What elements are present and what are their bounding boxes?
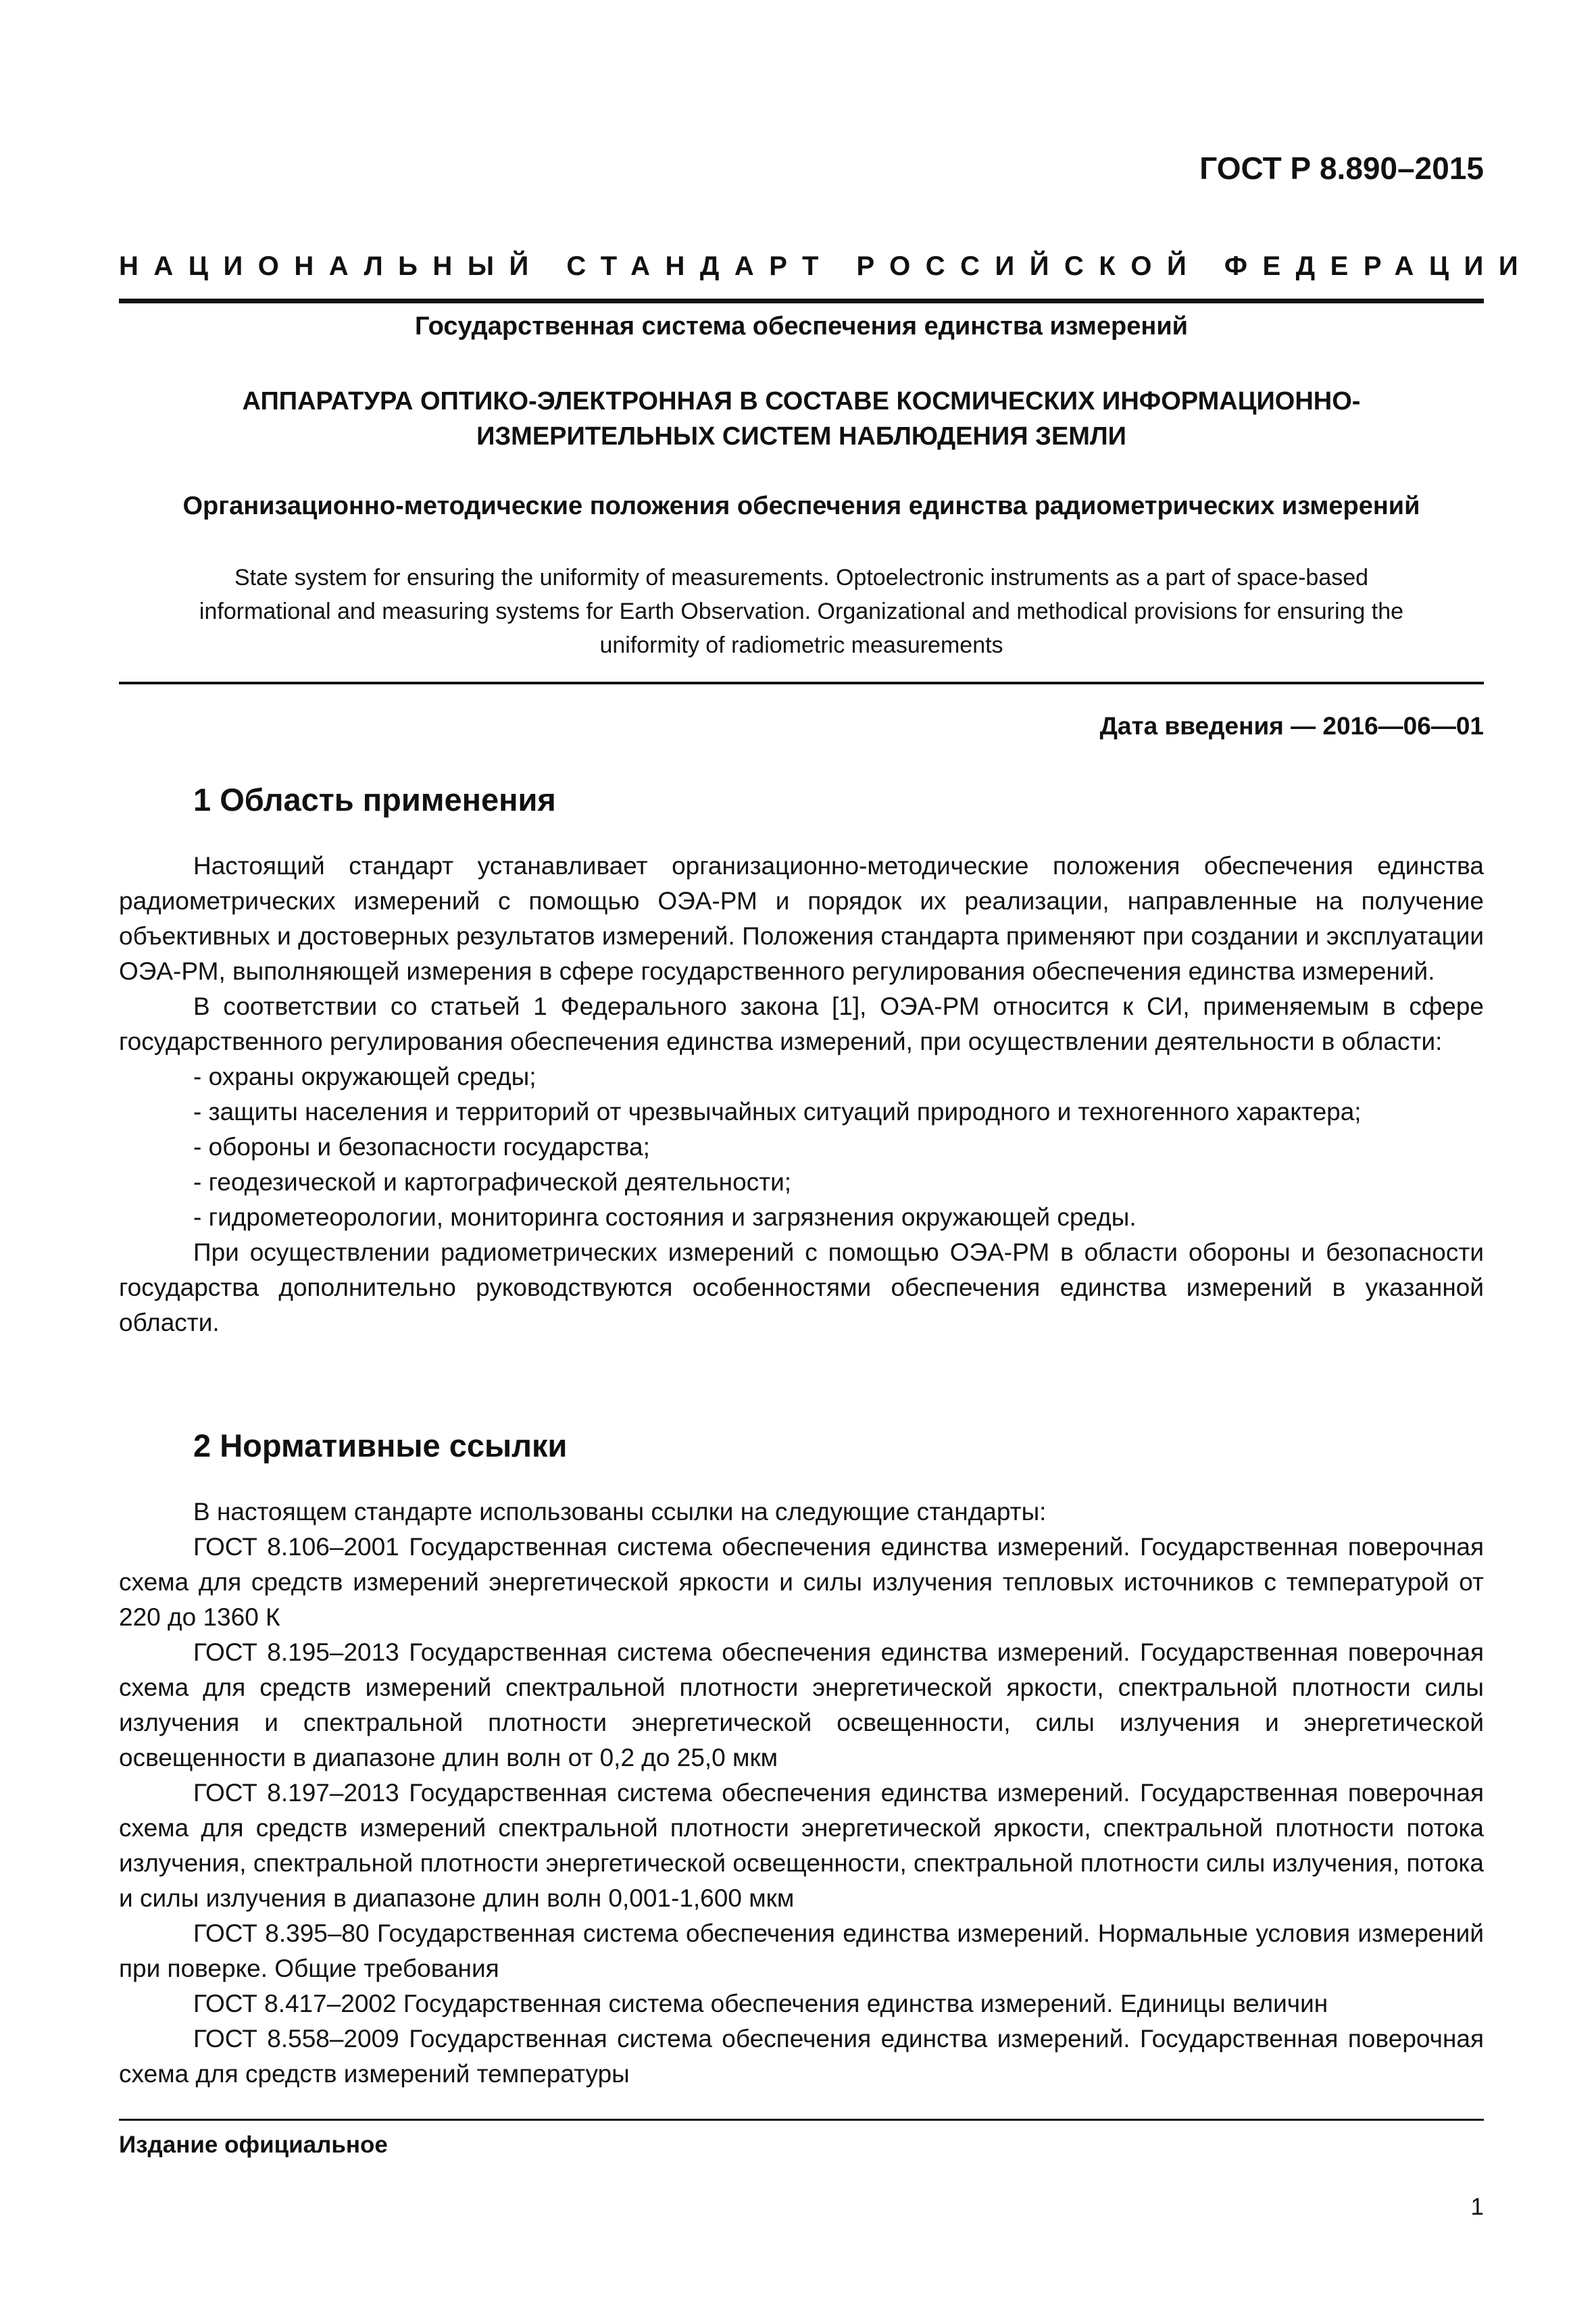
edition-note: Издание официальное (119, 2132, 388, 2158)
reference-item: ГОСТ 8.106–2001 Государственная система обеспечения единства измерений. Государственная поверочная схема для средств измерений энергетической яркости и силы излучения тепловых источников с температурой от 220 до 1360 К (119, 1533, 1484, 1631)
reference-item: ГОСТ 8.195–2013 Государственная система обеспечения единства измерений. Государственная поверочная схема для средств измерений спектральной плотности энергетической яркости, спектральной плотности силы излучения и спектральной плотности энергетической освещенности, силы излучения и энергетической освещенности в диапазоне длин волн от 0,2 до 25,0 мкм (119, 1638, 1484, 1771)
section-2-body (119, 1494, 1484, 2092)
header-rule (119, 299, 1484, 303)
page-number: 1 (1470, 2194, 1484, 2220)
english-title-line: State system for ensuring the uniformity of measurements. Optoelectronic instruments as a part of space-based (234, 565, 1369, 590)
section-heading: 1 Область применения (193, 782, 556, 818)
paragraph: В соответствии со статьей 1 Федерального закона [1], ОЭА-РМ относится к СИ, применяемым в сфере государственного регулирования обеспечения единства измерений, при осуществлении деятельности в области: (119, 992, 1484, 1055)
list-item: - защиты населения и территорий от чрезвычайных ситуаций природного и техногенного характера; (193, 1098, 1362, 1126)
section-heading: 2 Нормативные ссылки (193, 1428, 568, 1463)
footer-rule (119, 2119, 1484, 2121)
standard-code: ГОСТ Р 8.890–2015 (1199, 151, 1484, 186)
list-item: - гидрометеорологии, мониторинга состояния и загрязнения окружающей среды. (193, 1203, 1137, 1231)
english-title-line: uniformity of radiometric measurements (599, 632, 1003, 658)
document-subtitle: Организационно-методические положения обеспечения единства радиометрических измерений (182, 492, 1420, 520)
title-rule (119, 682, 1484, 684)
english-title (119, 561, 1484, 662)
document-title (119, 384, 1484, 454)
reference-item: ГОСТ 8.558–2009 Государственная система обеспечения единства измерений. Государственная поверочная схема для средств измерений температуры (119, 2025, 1484, 2088)
list-item: - охраны окружающей среды; (193, 1063, 537, 1090)
reference-item: ГОСТ 8.417–2002 Государственная система обеспечения единства измерений. Единицы величин (193, 1990, 1328, 2017)
national-standard-banner: НАЦИОНАЛЬНЫЙ СТАНДАРТ РОССИЙСКОЙ ФЕДЕРАЦИИ (119, 251, 1534, 281)
document-title-line: АППАРАТУРА ОПТИКО-ЭЛЕКТРОННАЯ В СОСТАВЕ КОСМИЧЕСКИХ ИНФОРМАЦИОННО- (242, 387, 1361, 416)
list-item: - обороны и безопасности государства; (193, 1133, 650, 1161)
english-title-line: informational and measuring systems for Earth Observation. Organizational and methodical provisions for ensuring the (199, 599, 1404, 624)
reference-item: ГОСТ 8.197–2013 Государственная система обеспечения единства измерений. Государственная поверочная схема для средств измерений спектральной плотности энергетической яркости, спектральной плотности потока излучения, спектральной плотности энергетической освещенности, спектральной плотности силы излучения, потока и силы излучения в диапазоне длин волн 0,001-1,600 мкм (119, 1779, 1484, 1912)
paragraph: В настоящем стандарте использованы ссылки на следующие стандарты: (193, 1498, 1047, 1526)
paragraph: При осуществлении радиометрических измерений с помощью ОЭА-РМ в области обороны и безопасности государства дополнительно руководствуются особенностями обеспечения единства измерений в указанной области. (119, 1238, 1484, 1336)
list-item: - геодезической и картографической деятельности; (193, 1168, 792, 1196)
section-1-body (119, 849, 1484, 1340)
reference-item: ГОСТ 8.395–80 Государственная система обеспечения единства измерений. Нормальные условия измерений при поверке. Общие требования (119, 1919, 1484, 1982)
system-title: Государственная система обеспечения единства измерений (414, 312, 1189, 341)
introduction-date: Дата введения — 2016—06—01 (1099, 712, 1484, 740)
paragraph: Настоящий стандарт устанавливает организационно-методические положения обеспечения единства радиометрических измерений с помощью ОЭА-РМ и порядок их реализации, направленные на получение объективных и достоверных результатов измерений. Положения стандарта применяют при создании и эксплуатации ОЭА-РМ, выполняющей измерения в сфере государственного регулирования обеспечения единства измерений. (119, 852, 1484, 985)
document-title-line: ИЗМЕРИТЕЛЬНЫХ СИСТЕМ НАБЛЮДЕНИЯ ЗЕМЛИ (476, 422, 1126, 451)
